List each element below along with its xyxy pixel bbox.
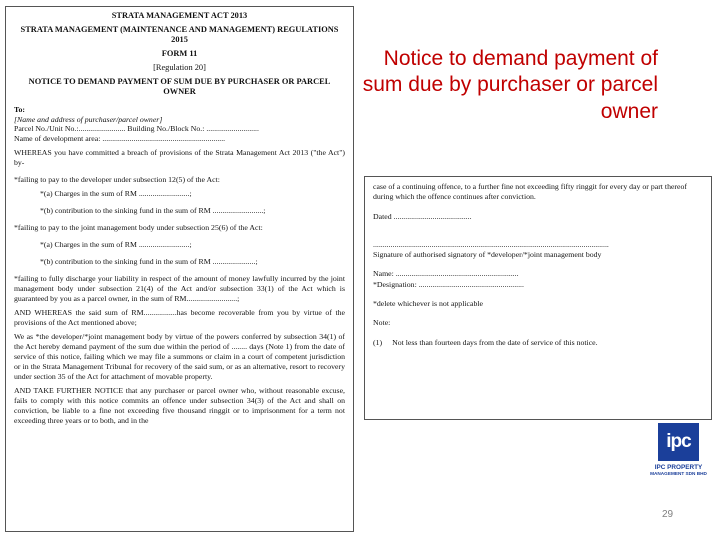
note-1-number: (1) — [373, 337, 383, 347]
continuing-offence-text: case of a continuing offence, to a further fine not exceeding fifty ringgit for every day or part thereof during which the offence continues after conviction. — [373, 182, 687, 202]
name-address-placeholder: [Name and address of purchaser/parcel owner] — [14, 114, 163, 124]
note-1 — [373, 338, 703, 348]
name-line: Name: ............................................................... — [373, 269, 519, 279]
jmb-sinking-fund-item: *(b) contribution to the sinking fund in the sum of RM ......................; — [40, 257, 258, 267]
regulation-ref: [Regulation 20] — [153, 63, 206, 73]
whereas-paragraph: WHEREAS you have committed a breach of provisions of the Strata Management Act 2013 ("the Act") by- — [14, 148, 345, 168]
developer-charges-item: *(a) Charges in the sum of RM ..........................; — [40, 189, 192, 199]
ipc-logo-mark: ipc — [658, 423, 699, 461]
logo-company-line2: MANAGEMENT SDN BHD — [650, 471, 707, 476]
form-number: FORM 11 — [161, 49, 198, 59]
signature-dotted-line: ......................................................................................................................... — [373, 239, 609, 249]
form-11-continuation-page — [364, 176, 712, 420]
act-title: STRATA MANAGEMENT ACT 2013 — [111, 11, 248, 20]
form-11-document-page — [5, 6, 354, 532]
note-1-text: Not less than fourteen days from the date of service of this notice. — [392, 337, 598, 347]
and-whereas-paragraph: AND WHEREAS the said sum of RM.................has become recoverable from you by virtue of the provisions of the Act mentioned above; — [14, 308, 345, 328]
dated-line: Dated ........................................ — [373, 211, 472, 221]
jmb-charges-item: *(a) Charges in the sum of RM ..........................; — [40, 240, 192, 250]
page-number: 29 — [662, 509, 674, 520]
development-area-line: Name of development area: ............................................................... — [14, 134, 226, 144]
fail-developer-clause: *failing to pay to the developer under subsection 12(5) of the Act: — [14, 175, 220, 185]
to-label: To: — [14, 104, 25, 114]
signature-label: Signature of authorised signatory of *developer/*joint management body — [373, 250, 602, 260]
developer-sinking-fund-item: *(b) contribution to the sinking fund in the sum of RM ..........................; — [40, 206, 266, 216]
note-label: Note: — [373, 318, 391, 328]
delete-instruction: *delete whichever is not applicable — [373, 298, 483, 308]
slide-title: Notice to demand payment of sum due by purchaser or parcel owner — [362, 47, 658, 123]
fail-jmb-clause: *failing to pay to the joint management body under subsection 25(6) of the Act: — [14, 223, 263, 233]
notice-heading: NOTICE TO DEMAND PAYMENT OF SUM DUE BY PURCHASER OR PARCEL OWNER — [28, 77, 331, 97]
further-notice-paragraph: AND TAKE FURTHER NOTICE that any purchaser or parcel owner who, without reasonable excuse, fails to comply with this notice commits an offence under subsection 34(3) of the Act and shall on conviction, be liable to a fine not exceeding five thousand ringgit or to imprisonment for a term not exceeding three years or to both, and in the — [14, 385, 345, 425]
parcel-line: Parcel No./Unit No.:........................ Building No./Block No.: ........................... — [14, 124, 259, 134]
logo-company-line1: IPC PROPERTY — [654, 464, 703, 471]
designation-line: *Designation: ...................................................... — [373, 279, 524, 289]
demand-paragraph: We as *the developer/*joint management body by virtue of the powers conferred by subsection 34(1) of the Act hereby demand payment of the sum due within the period of ........ days (Note 1) from the date of service of this notice, failing which we may file a summons or claim in a court of competent jurisdiction or in the Strata Management Tribunal for recovery of the said sum, or as an alternative, resort to recovery under section 35 of the Act for attachment of movable property. — [14, 332, 345, 381]
ipc-logo — [647, 423, 710, 498]
regulations-title: STRATA MANAGEMENT (MAINTENANCE AND MANAGEMENT) REGULATIONS 2015 — [20, 25, 339, 45]
fail-discharge-clause: *failing to fully discharge your liability in respect of the amount of money lawfully incurred by the joint management body under subsection 21(4) of the Act and/or subsection 33(1) of the Act which is guaranteed by you as a parcel owner, in the sum of RM..........................; — [14, 274, 345, 304]
